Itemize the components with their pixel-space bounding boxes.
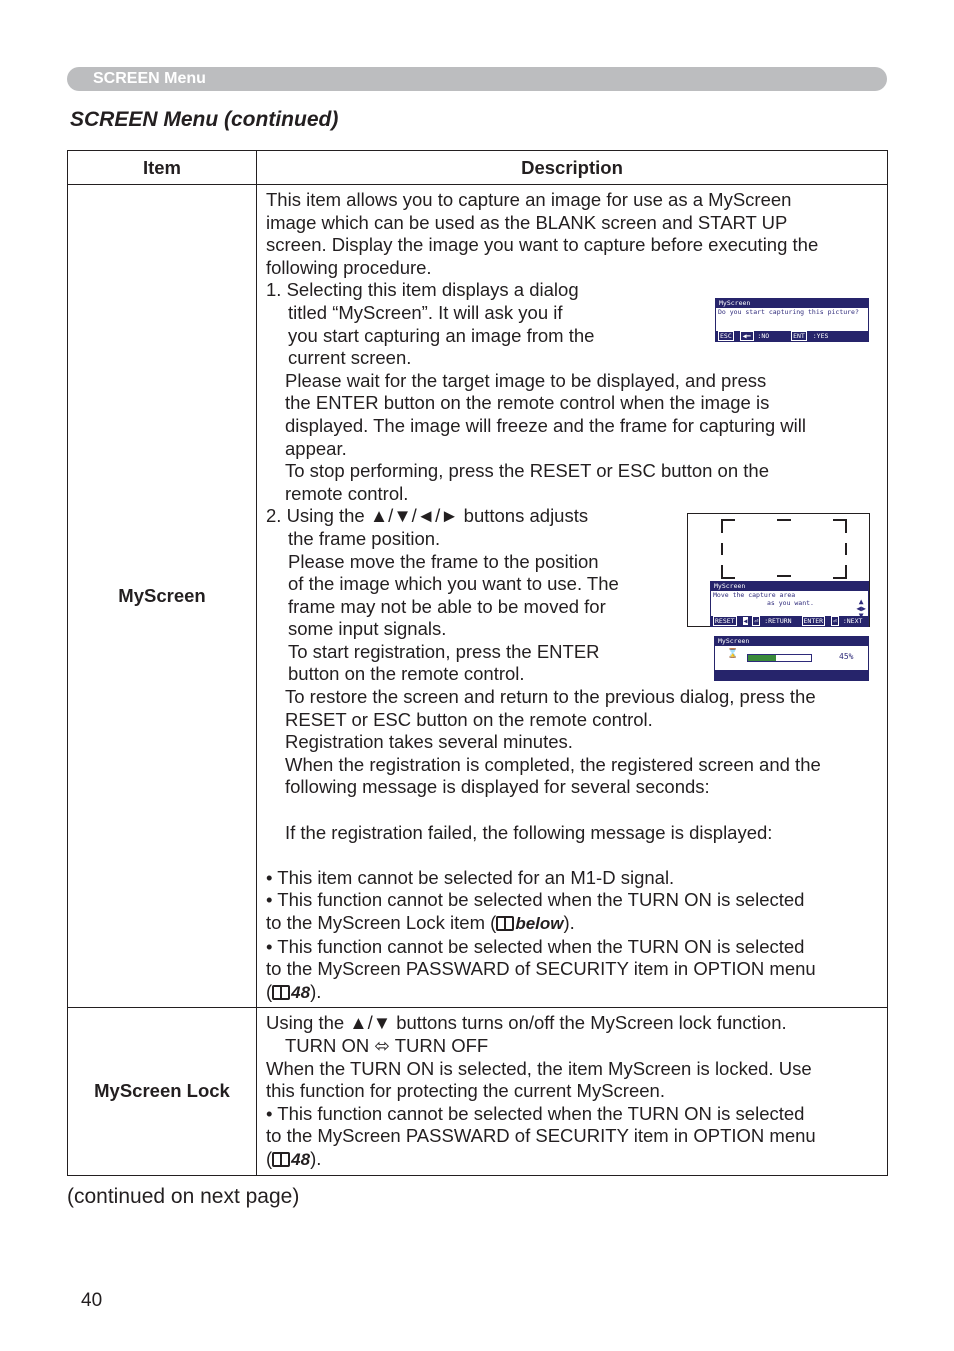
note-line: • This item cannot be selected for an M1-D signal. — [266, 866, 675, 888]
book-reference-icon — [496, 916, 514, 931]
note-line — [266, 1148, 879, 1172]
note-line: • This function cannot be selected when the TURN ON is selected — [266, 935, 805, 957]
enter-small-icon: ⏎ — [754, 617, 759, 625]
book-reference-icon — [272, 985, 290, 1000]
myscreen-confirm-dialog — [715, 298, 869, 342]
text-line: the ENTER button on the remote control when the image is — [285, 392, 770, 414]
esc-key: ESC — [720, 332, 732, 340]
step-1-line: you start capturing an image from the — [288, 324, 595, 346]
back-arrow-icon: ◀━ — [740, 331, 754, 341]
direction-arrows-icon: ▲ ◀▶ — [856, 597, 866, 613]
text-line: image which can be used as the BLANK screen and START UP — [266, 211, 788, 233]
return-label: :RETURN — [764, 617, 792, 625]
book-reference-icon — [272, 1152, 290, 1167]
step-1-line: titled “MyScreen”. It will ask you if — [288, 301, 563, 323]
progress-bar-track — [747, 654, 812, 662]
dialog-title: MyScreen — [715, 637, 868, 646]
text-line: Using the ▲/▼ buttons turns on/off the MyScreen lock function. — [266, 1012, 787, 1034]
dialog-title: MyScreen — [716, 299, 868, 308]
dialog-title: MyScreen — [711, 582, 868, 591]
text-line: displayed. The image will freeze and the frame for capturing will — [285, 414, 806, 436]
dialog-key-bar — [711, 616, 868, 626]
step-2-line: of the image which you want to use. The — [288, 573, 619, 595]
left-arrow-icon: ◀ — [743, 617, 748, 625]
text-line: RESET or ESC button on the remote control. — [285, 708, 653, 730]
enter-small-icon: ⏎ — [833, 617, 837, 625]
text-line: If the registration failed, the following message is displayed: — [285, 821, 773, 843]
text-line: To restore the screen and return to the previous dialog, press the — [285, 686, 816, 708]
text-line: following procedure. — [266, 256, 432, 278]
step-1-line: 1. Selecting this item displays a dialog — [266, 279, 579, 301]
text-line: Please wait for the target image to be displayed, and press — [285, 369, 767, 391]
page-reference-link[interactable]: 48 — [291, 1149, 311, 1169]
yes-label: :YES — [812, 332, 829, 340]
frame-corner-top-right — [833, 519, 847, 533]
myscreen-move-dialog — [710, 581, 869, 627]
text-line: screen. Display the image you want to capture before executing the — [266, 234, 819, 256]
dialog-text: Do you start capturing this picture? — [718, 308, 859, 316]
dialog-bottom-bar — [715, 670, 868, 680]
hourglass-icon: ⌛ — [727, 649, 739, 659]
step-2-line: the frame position. — [288, 527, 441, 549]
frame-corner-top-left — [721, 519, 735, 533]
note-line: • This function cannot be selected when the TURN ON is selected — [266, 1102, 805, 1124]
note-line: to the MyScreen PASSWARD of SECURITY item in OPTION menu — [266, 1125, 816, 1147]
section-header-bar — [67, 67, 887, 91]
progress-bar-fill — [748, 655, 776, 661]
myscreen-progress-dialog — [714, 636, 869, 681]
note-text: ( — [266, 1147, 273, 1169]
dialog-text: Move the capture area — [713, 591, 796, 599]
step-2-line: button on the remote control. — [288, 663, 525, 685]
text-line: When the registration is completed, the registered screen and the — [285, 753, 821, 775]
text-line: TURN ON ⬄ TURN OFF — [285, 1034, 489, 1056]
text-line: this function for protecting the current MyScreen. — [266, 1080, 665, 1102]
note-line: to the MyScreen PASSWARD of SECURITY item in OPTION menu — [266, 958, 816, 980]
step-2-line: To start registration, press the ENTER — [288, 640, 600, 662]
reference-link[interactable]: below — [515, 914, 564, 933]
note-text: to the MyScreen Lock item ( — [266, 912, 497, 933]
note-line: • This function cannot be selected when the TURN ON is selected — [266, 889, 805, 911]
page-number: 40 — [81, 1290, 103, 1311]
text-line: This item allows you to capture an image for use as a MyScreen — [266, 189, 792, 210]
frame-edge-top — [777, 519, 791, 521]
continued-note: (continued on next page) — [67, 1185, 300, 1208]
note-text: ). — [310, 1147, 322, 1169]
note-text: ). — [310, 980, 322, 1002]
item-name: MyScreen Lock — [68, 1008, 257, 1175]
text-line: Registration takes several minutes. — [285, 731, 573, 753]
step-2-line: Please move the frame to the position — [288, 550, 599, 572]
ent-key: ENT — [793, 332, 805, 340]
frame-edge-left — [721, 543, 723, 555]
note-line — [266, 912, 879, 936]
section-label: SCREEN Menu — [93, 70, 206, 87]
text-line: To stop performing, press the RESET or ESC button on the — [285, 460, 769, 482]
text-line: appear. — [285, 437, 347, 459]
text-line: remote control. — [285, 482, 409, 504]
note-line — [266, 981, 879, 1005]
page-reference-link[interactable]: 48 — [291, 982, 311, 1002]
item-description — [257, 1008, 888, 1175]
text-line: following message is displayed for several seconds: — [285, 776, 710, 798]
progress-percent: 45% — [839, 652, 854, 661]
enter-key: ENTER — [803, 617, 824, 625]
next-label: :NEXT — [842, 617, 863, 625]
frame-corner-bottom-right — [833, 565, 847, 579]
table-row — [68, 1008, 888, 1175]
page-heading: SCREEN Menu (continued) — [70, 108, 339, 131]
reset-key: RESET — [715, 617, 735, 625]
no-label: :NO — [757, 332, 770, 340]
note-text: ). — [563, 912, 575, 933]
dialog-key-bar — [716, 331, 868, 341]
step-2-line: some input signals. — [288, 618, 447, 640]
step-1-line: current screen. — [288, 347, 412, 369]
table-header-row — [68, 151, 888, 185]
step-2-line: frame may not be able to be moved for — [288, 595, 606, 617]
frame-edge-bottom — [777, 575, 791, 577]
frame-edge-right — [845, 543, 847, 555]
step-2-line: 2. Using the ▲/▼/◄/► buttons adjusts — [266, 505, 589, 527]
dialog-text: as you want. — [767, 599, 814, 607]
note-text: ( — [266, 980, 273, 1002]
item-name: MyScreen — [68, 185, 257, 1008]
text-line: When the TURN ON is selected, the item MyScreen is locked. Use — [266, 1057, 812, 1079]
column-header-description: Description — [257, 151, 888, 185]
column-header-item: Item — [68, 151, 257, 185]
frame-corner-bottom-left — [721, 565, 735, 579]
